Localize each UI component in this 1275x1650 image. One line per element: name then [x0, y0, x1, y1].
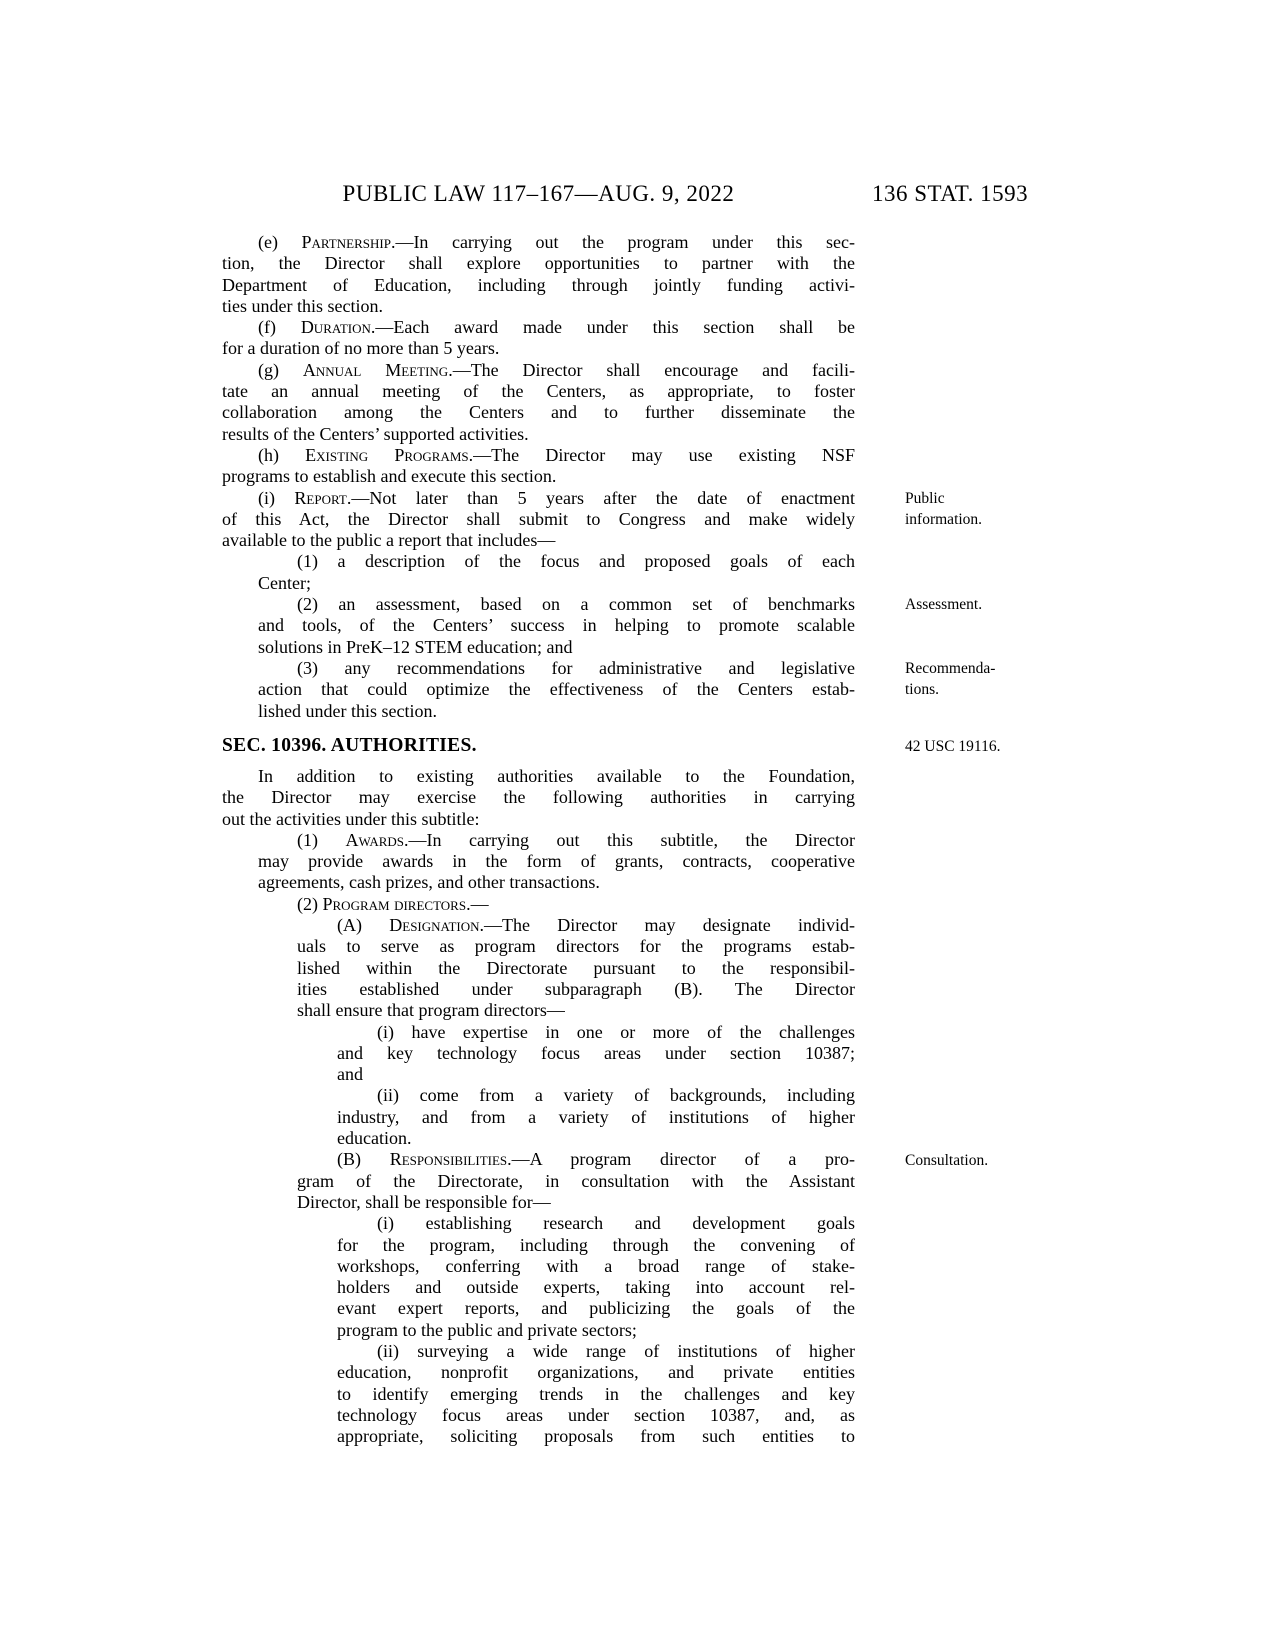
text-line: industry, and from a variety of institutions of higher — [337, 1106, 855, 1127]
text-line — [222, 317, 855, 338]
small-caps-term: Program directors — [322, 893, 467, 914]
text-line: (i) establishing research and development goals — [377, 1213, 855, 1234]
margin-note-consultation — [905, 1150, 1050, 1171]
line-text: .—The Director may use existing NSF — [468, 444, 855, 465]
text-line: (ii) come from a variety of backgrounds, including — [377, 1085, 855, 1106]
margin-note-usc-citation — [905, 736, 1050, 757]
text-line: for the program, including through the convening of — [337, 1234, 855, 1255]
body-text-block-authorities — [222, 766, 855, 1448]
text-line: program to the public and private sectors; — [337, 1319, 637, 1340]
text-line — [222, 488, 855, 509]
line-prefix: (e) — [258, 232, 302, 252]
line-text: .— — [466, 893, 489, 914]
text-line: available to the public a report that includes— — [222, 530, 556, 551]
text-line: (2) an assessment, based on a common set of benchmarks — [297, 594, 855, 615]
line-prefix: (h) — [258, 444, 306, 465]
text-line: tate an annual meeting of the Centers, as appropriate, to foster — [222, 381, 855, 402]
header-law-title: PUBLIC LAW 117–167—AUG. 9, 2022 — [342, 181, 735, 206]
text-line: to identify emerging trends in the challenges and key — [337, 1383, 855, 1404]
text-line: the Director may exercise the following authorities in carrying — [222, 787, 855, 808]
small-caps-term: Responsibilities — [389, 1149, 508, 1170]
text-line: appropriate, soliciting proposals from such entities to — [337, 1426, 855, 1447]
text-line: education. — [337, 1128, 412, 1149]
text-line: gram of the Directorate, in consultation with the Assistant — [297, 1170, 855, 1191]
line-text: .—A program director of a pro- — [507, 1149, 855, 1170]
text-line: (ii) surveying a wide range of institutions of higher — [377, 1341, 855, 1362]
text-line: tion, the Director shall explore opportunities to partner with the — [222, 253, 855, 274]
text-line: uals to serve as program directors for the programs estab- — [297, 936, 855, 957]
line-prefix: (A) — [337, 915, 390, 936]
text-line: evant expert reports, and publicizing the goals of the — [337, 1298, 855, 1319]
line-text: .—Not later than 5 years after the date of enactment — [346, 487, 855, 508]
text-line — [222, 360, 855, 381]
line-prefix: (g) — [258, 359, 303, 380]
text-line: out the activities under this subtitle: — [222, 808, 480, 829]
text-line: technology focus areas under section 10387, and, as — [337, 1404, 855, 1425]
line-text: .—Each award made under this section shall be — [370, 317, 856, 338]
text-line — [222, 232, 855, 253]
line-prefix: (i) — [258, 487, 295, 508]
text-line: (3) any recommendations for administrative and legislative — [297, 657, 855, 678]
body-text-block-subsections — [222, 232, 855, 722]
margin-note-line: 42 USC 19116. — [905, 738, 1001, 755]
line-prefix: (1) — [297, 829, 346, 850]
line-text: .—The Director may designate individ- — [479, 915, 855, 936]
line-prefix: (B) — [337, 1149, 390, 1170]
margin-note-recommendations — [905, 658, 1050, 701]
text-line: holders and outside experts, taking into account rel- — [337, 1277, 855, 1298]
section-heading: SEC. 10396. AUTHORITIES. — [222, 735, 477, 756]
margin-note-line: Consultation. — [905, 1152, 989, 1169]
text-line: education, nonprofit organizations, and private entities — [337, 1362, 855, 1383]
small-caps-term: Awards — [345, 829, 405, 850]
margin-note-public-information — [905, 488, 1050, 531]
text-line — [222, 894, 855, 915]
margin-note-assessment — [905, 594, 1050, 615]
text-line: results of the Centers’ supported activities. — [222, 423, 529, 444]
text-line: agreements, cash prizes, and other transactions. — [258, 872, 600, 893]
small-caps-term: Annual Meeting — [302, 359, 449, 380]
margin-note-line: tions. — [905, 681, 940, 699]
text-line: Director, shall be responsible for— — [297, 1191, 551, 1212]
text-line: Center; — [258, 572, 311, 593]
small-caps-term: Partnership — [301, 232, 391, 252]
line-prefix: (f) — [258, 317, 301, 338]
small-caps-term: Existing Programs — [305, 444, 469, 465]
text-line: (1) a description of the focus and proposed goals of each — [297, 551, 855, 572]
text-line: lished under this section. — [258, 700, 437, 721]
text-line: action that could optimize the effectiveness of the Centers estab- — [258, 679, 855, 700]
line-text: .—In carrying out this subtitle, the Director — [404, 829, 855, 850]
line-prefix: (2) — [297, 893, 323, 914]
margin-note-line: Public — [905, 490, 945, 507]
text-line: and tools, of the Centers’ success in helping to promote scalable — [258, 615, 855, 636]
text-line — [222, 1149, 855, 1170]
line-text: .—In carrying out the program under this sec- — [390, 232, 856, 252]
text-line: ties under this section. — [222, 295, 383, 316]
header-statute-page-number: 136 STAT. 1593 — [872, 181, 1029, 206]
margin-note-line: Assessment. — [905, 596, 983, 613]
margin-note-line: Recommenda- — [905, 660, 996, 677]
text-line: of this Act, the Director shall submit to Congress and make widely — [222, 508, 855, 529]
text-line — [222, 915, 855, 936]
small-caps-term: Report — [294, 487, 347, 508]
line-text: .—The Director shall encourage and facili- — [448, 359, 855, 380]
text-line: shall ensure that program directors— — [297, 1000, 565, 1021]
small-caps-term: Designation — [389, 915, 480, 936]
text-line — [222, 445, 855, 466]
text-line: ities established under subparagraph (B). The Director — [297, 978, 855, 999]
small-caps-term: Duration — [300, 317, 371, 338]
text-line: collaboration among the Centers and to further disseminate the — [222, 402, 855, 423]
text-line: Department of Education, including through jointly funding activi- — [222, 274, 855, 295]
text-line: workshops, conferring with a broad range of stake- — [337, 1255, 855, 1276]
text-line: for a duration of no more than 5 years. — [222, 338, 500, 359]
text-line — [222, 830, 855, 851]
text-line: lished within the Directorate pursuant to the responsibil- — [297, 957, 855, 978]
text-line: In addition to existing authorities available to the Foundation, — [258, 766, 855, 786]
text-line: (i) have expertise in one or more of the challenges — [377, 1021, 855, 1042]
margin-note-line: information. — [905, 511, 983, 529]
text-line: programs to establish and execute this section. — [222, 466, 557, 487]
text-line: solutions in PreK–12 STEM education; and — [258, 636, 573, 657]
text-line: and — [337, 1064, 363, 1085]
text-line: and key technology focus areas under section 10387; — [337, 1042, 855, 1063]
text-line: may provide awards in the form of grants, contracts, cooperative — [258, 851, 855, 872]
